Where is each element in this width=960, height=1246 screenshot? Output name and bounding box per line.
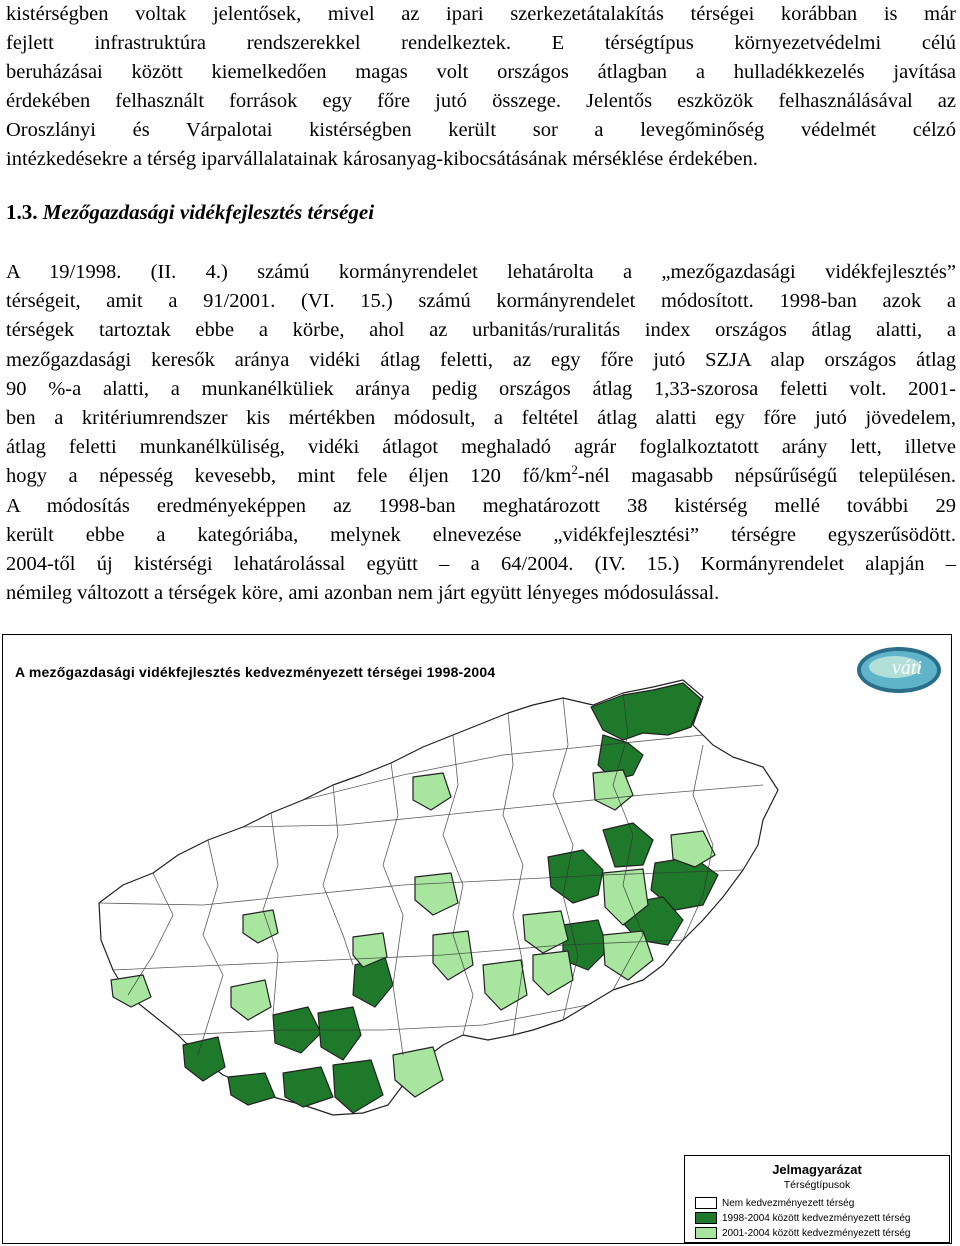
legend-title: Jelmagyarázat — [772, 1162, 862, 1177]
text-line-with-superscript — [6, 462, 956, 491]
map-figure — [2, 634, 952, 1244]
legend-subtitle: Térségtípusok — [783, 1179, 851, 1191]
legend-item-1998-2004 — [695, 1211, 910, 1225]
text-line: mezőgazdasági keresők aránya vidéki átlag feletti, az egy főre jutó SZJA alap országos átlag — [6, 348, 956, 371]
legend-label: 2001-2004 között kedvezményezett térség — [722, 1227, 911, 1239]
legend-swatch — [695, 1227, 717, 1239]
legend-swatch — [695, 1212, 717, 1224]
text-line: intézkedésekre a térség iparvállalatainak károsanyag-kibocsátásának mérséklése érdekében. — [6, 148, 758, 170]
legend-item-not-favoured — [695, 1196, 854, 1210]
text-line: térségek tartoztak ebbe a körbe, ahol az urbanitás/ruralitás index országos átlag alatti, a — [6, 319, 956, 342]
section-heading — [6, 200, 374, 225]
text-line: térségeit, amit a 91/2001. (VI. 15.) számú kormányrendelet módosított. 1998-ban azok a — [6, 290, 956, 313]
region-light — [393, 1047, 443, 1097]
text-line: kistérségben voltak jelentősek, mivel az ipari szerkezetátalakítás térségei korábban is már — [6, 3, 956, 25]
text-line: került ebbe a kategóriába, melynek elnevezése „vidékfejlesztési” térségre egyszerűsödött. — [6, 523, 956, 546]
legend-swatch — [695, 1197, 717, 1209]
paragraph-main — [6, 258, 956, 608]
section-number: 1.3. — [6, 200, 38, 224]
legend-label: Nem kedvezményezett térség — [722, 1197, 855, 1209]
text-line: A módosítás eredményeképpen az 1998-ban meghatározott 38 kistérség mellé további 29 — [6, 494, 956, 517]
text-line: fejlett infrastruktúra rendszerekkel rendelkeztek. E térségtípus környezetvédelmi célú — [6, 32, 956, 54]
logo-text: váti — [892, 657, 922, 679]
text-line: beruházásai között kiemelkedően magas volt országos átlagban a hulladékkezelés javítása — [6, 61, 956, 83]
superscript: 2 — [571, 462, 578, 478]
text-line: Oroszlányi és Várpalotai kistérségben került sor a levegőminőség védelmét célzó — [6, 119, 956, 141]
text-line: 2004-től új kistérségi lehatárolással együtt – a 64/2004. (IV. 15.) Kormányrendelet alapján – — [6, 553, 956, 576]
text-segment: -nél magasabb népsűrűségű településen. — [577, 465, 956, 488]
map-title: A mezőgazdasági vidékfejlesztés kedvezményezett térségei 1998-2004 — [15, 664, 496, 680]
region-dark — [183, 1037, 225, 1081]
text-line: némileg változott a térségek köre, ami azonban nem járt együtt lényeges módosulással. — [6, 582, 720, 605]
text-line: átlag feletti munkanélküliség, vidéki átlagot meghaladó agrár foglalkoztatott arány lett, illetve — [6, 436, 956, 459]
text-line: 90 %-a alatti, a munkanélküliek aránya pedig országos átlag 1,33-szorosa feletti volt. 2001- — [6, 377, 956, 400]
hungary-map — [3, 635, 953, 1245]
text-line: ben a kritériumrendszer kis mértékben módosult, a feltétel átlag alatti egy főre jutó jövedelem, — [6, 407, 956, 430]
text-segment: hogy a népesség kevesebb, mint fele éljen 120 fő/km — [6, 465, 572, 488]
legend-item-2001-2004 — [695, 1226, 910, 1240]
legend-label: 1998-2004 között kedvezményezett térség — [722, 1212, 911, 1224]
text-line: érdekében felhasznált források egy főre jutó összege. Jelentős eszközök felhasználásával az — [6, 90, 956, 112]
section-title: Mezőgazdasági vidékfejlesztés térségei — [42, 200, 375, 224]
map-legend — [684, 1155, 950, 1243]
paragraph-intro — [6, 0, 956, 174]
text-line: A 19/1998. (II. 4.) számú kormányrendelet lehatárolta a „mezőgazdasági vidékfejlesztés” — [6, 261, 956, 283]
